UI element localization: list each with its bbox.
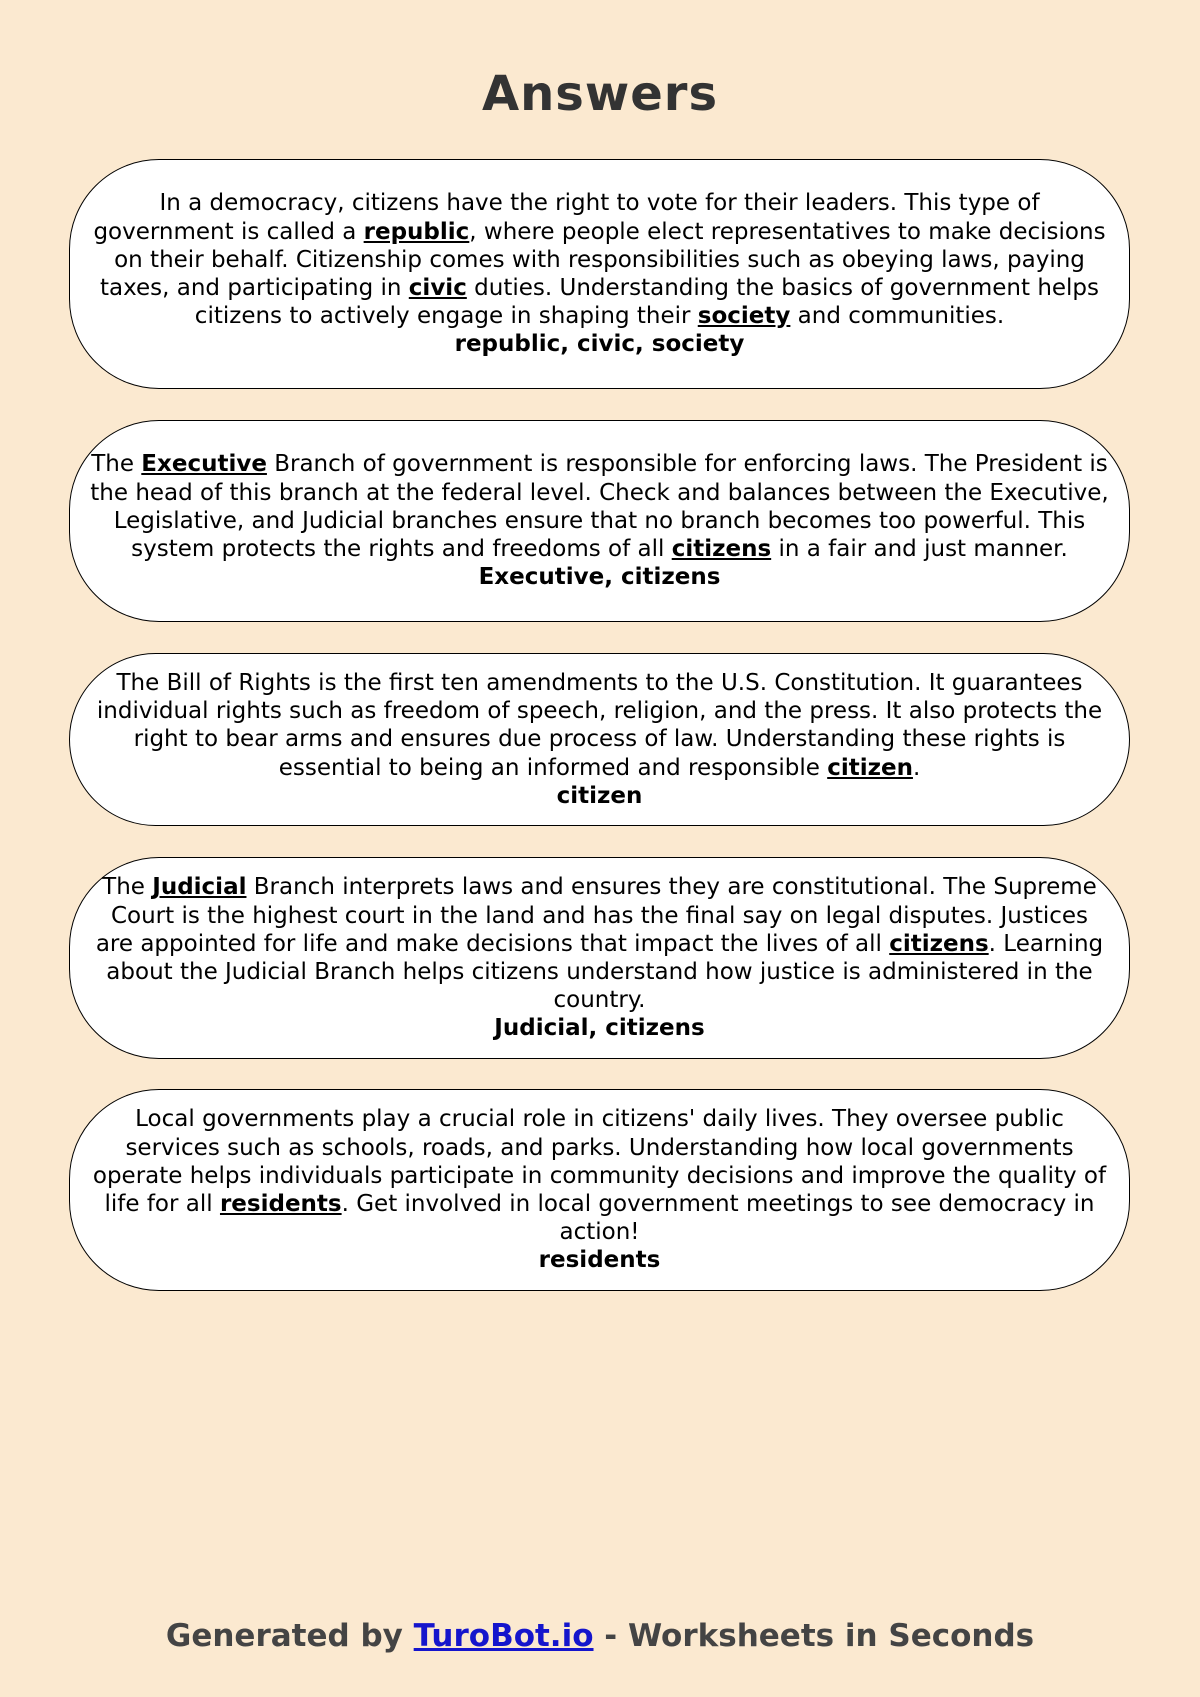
passage-segment: . Learning about the Judicial Branch helps citizens understand how justice is administered in the country. <box>106 930 1104 1014</box>
answer-word: civic <box>408 275 467 301</box>
answer-list: republic, civic, society <box>454 331 745 358</box>
passage-segment: The <box>102 874 153 901</box>
answer-word: society <box>697 303 791 330</box>
passage-text <box>90 669 1109 782</box>
passage-segment: Branch interprets laws and ensures they are constitutional. The Supreme Court is the highest court in the land and has the final say on legal disputes. Justices are appointed for life and make decisions that impact the lives of all <box>95 874 1097 957</box>
passage-text <box>90 450 1109 563</box>
answer-word: citizens <box>889 930 989 957</box>
answer-card <box>69 420 1130 622</box>
turobot-link[interactable]: TuroBot.io <box>413 1618 594 1654</box>
footer-prefix: Generated by <box>165 1618 414 1654</box>
passage-segment: The Bill of Rights is the first ten amendments to the U.S. Constitution. It guarantees individual rights such as freedom of speech, religion, and the press. It also protects the right to bear arms and ensures due process of law. Understanding these rights is essential to being an informed and responsible <box>96 669 1103 781</box>
answer-word: citizens <box>671 536 772 563</box>
passage-text <box>90 873 1109 1014</box>
passage-text <box>90 189 1109 330</box>
passage-segment: duties. Understanding the basics of government helps citizens to actively engage in shaping their <box>194 275 1100 330</box>
passage-segment: , where people elect representatives to make decisions on their behalf. Citizenship comes with responsibilities such as obeying laws, paying taxes, and participating in <box>99 218 1106 301</box>
passage-segment: Local governments play a crucial role in citizens' daily lives. They oversee public services such as schools, roads, and parks. Understanding how local governments operate helps individuals participate in community decisions and improve the quality of life for all <box>92 1106 1107 1217</box>
passage-text <box>90 1105 1109 1246</box>
passage-segment: and communities. <box>790 303 1005 330</box>
answer-word: Executive <box>141 451 267 478</box>
footer-suffix: - Worksheets in Seconds <box>593 1618 1035 1654</box>
answer-list: Executive, citizens <box>478 564 721 591</box>
passage-segment: in a fair and just manner. <box>771 536 1068 563</box>
footer <box>0 1618 1200 1654</box>
answer-card <box>69 159 1130 389</box>
answer-card <box>69 1089 1130 1291</box>
passage-segment: In a democracy, citizens have the right to vote for their leaders. This type of government is called a <box>93 190 1040 245</box>
page-title: Answers <box>481 66 719 122</box>
passage-segment: The <box>91 451 142 478</box>
passage-segment: Branch of government is responsible for enforcing laws. The President is the head of this branch at the federal level. Check and balances between the Executive, Legislative, and Judicial branches ensure that no branch becomes too powerful. This system protects the rights and freedoms of all <box>90 451 1109 563</box>
answer-list: residents <box>538 1247 661 1274</box>
passage-segment: . <box>912 754 921 781</box>
answer-word: citizen <box>827 754 913 781</box>
answer-word: Judicial <box>152 874 247 901</box>
answer-list: citizen <box>556 782 643 809</box>
answer-card <box>69 857 1130 1059</box>
answer-card <box>69 653 1130 826</box>
answer-word: residents <box>219 1191 342 1217</box>
answer-word: republic <box>363 218 470 245</box>
passage-segment: . Get involved in local government meetings to see democracy in action! <box>341 1191 1095 1246</box>
answer-list: Judicial, citizens <box>494 1015 705 1042</box>
